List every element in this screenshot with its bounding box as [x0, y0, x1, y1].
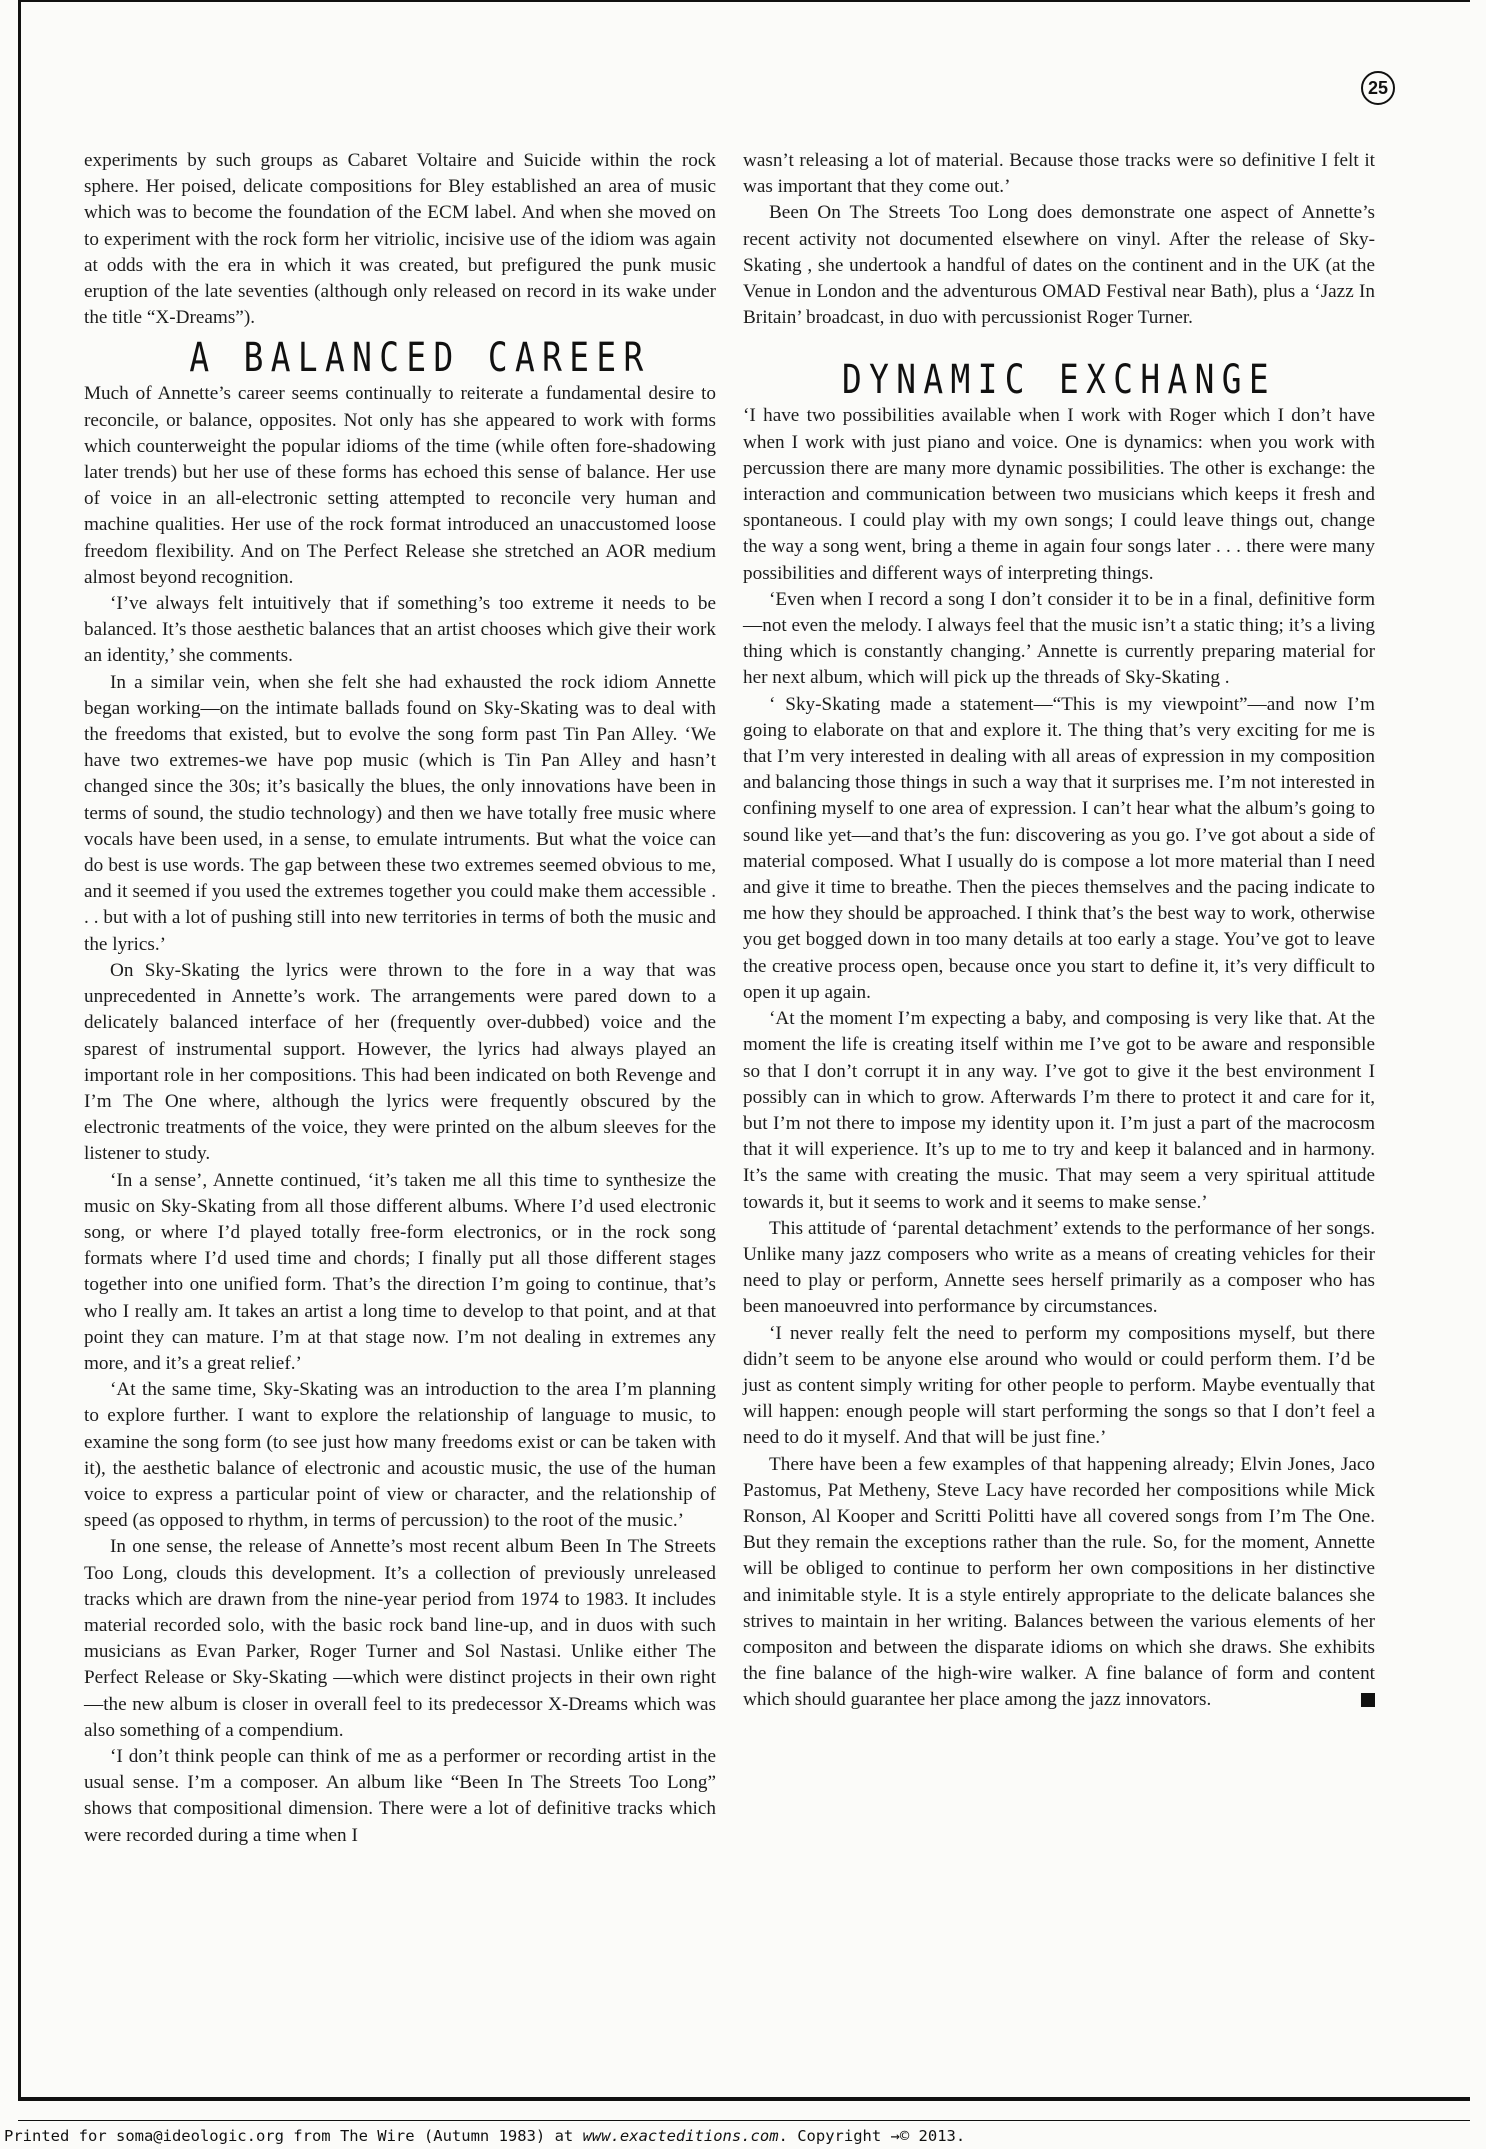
footer-prefix: Printed for soma@ideologic.org from The Wire (Autumn 1983) at: [4, 2127, 583, 2145]
footer-arrow-icon: →: [890, 2127, 900, 2145]
paragraph: ‘I don’t think people can think of me as a performer or recording artist in the usual sense. I’m a composer. An album like “Been In The Streets Too Long” shows that compositional dimension. There were a lot of definitive tracks which were recorded during a time when I: [84, 1745, 716, 1846]
end-of-article-square-icon: [1361, 1693, 1375, 1707]
top-border: [18, 0, 1470, 2]
paragraph: ‘At the moment I’m expecting a baby, and composing is very like that. At the moment the life is creating itself within me I’ve got to be aware and responsible so that I don’t corrupt it in any way. I’ve got to give it the best environment I possibly can in which to grow. Afterwards I’m there to protect it and care for it, but I’m not there to impose my identity upon it. I’m just a part of the macrocosm that it will experience. It’s up to me to try and keep it balanced and in harmony. It’s the same with creating the music. That may seem a very spiritual attitude towards it, but it seems to work and it seems to make sense.’: [743, 1008, 1375, 1213]
left-column: [84, 148, 716, 1849]
paragraph: ‘At the same time, Sky-Skating was an introduction to the area I’m planning to explore further. I want to explore the relationship of language to music, to examine the song form (to see just how many freedoms exist or can be taken with it), the aesthetic balance of electronic and acoustic music, the use of the human voice to express a particular point of view or character, and the relationship of speed (as opposed to rhythm, in terms of percussion) to the root of the music.’: [84, 1379, 716, 1532]
print-footer: [4, 2127, 1474, 2145]
right-column: [743, 148, 1375, 1714]
paragraph: experiments by such groups as Cabaret Voltaire and Suicide within the rock sphere. Her poised, delicate compositions for Bley established an area of music which was to become the foundation of the ECM label. And when she moved on to experiment with the rock form her vitriolic, incisive use of the idiom was again at odds with the era in which it was created, but prefigured the punk music eruption of the late seventies (although only released on record in its wake under the title “X-Dreams”).: [84, 150, 716, 329]
section-heading-balanced-career: A BALANCED CAREER: [189, 335, 651, 382]
paragraph: ‘I never really felt the need to perform my compositions myself, but there didn’t seem to be anyone else around who would or could perform them. I’d be just as content simply writing for other people to perform. Maybe eventually that will happen: enough people will start performing the songs so that I don’t feel a need to do it myself. And that will be just fine.’: [743, 1322, 1375, 1449]
paragraph: ‘Even when I record a song I don’t consider it to be in a final, definitive form—not even the melody. I always feel that the music isn’t a static thing; it’s a living thing which is constantly changing.’ Annette is currently preparing material for her next album, which will pick up the threads of Sky-Skating .: [743, 588, 1375, 689]
footer-rule-thin: [18, 2120, 1470, 2121]
footer-rule: [18, 2097, 1470, 2101]
paragraph: wasn’t releasing a lot of material. Because those tracks were so definitive I felt it was important that they come out.’: [743, 150, 1375, 198]
paragraph-final: [743, 1452, 1375, 1714]
paragraph: In a similar vein, when she felt she had exhausted the rock idiom Annette began working—on the intimate ballads found on Sky-Skating was to deal with the freedoms that existed, but to evolve the song form past Tin Pan Alley. ‘We have two extremes-we have pop music (which is Tin Pan Alley and hasn’t changed since the 30s; it’s basically the blues, the only innovations have been in terms of sound, the studio technology) and then we have totally free music where vocals have been used, in a sense, to emulate intruments. But what the voice can do best is use words. The gap between these two extremes seemed obvious to me, and it seemed if you used the extremes together you could make them accessible . . . but with a lot of pushing still into new territories in terms of both the music and the lyrics.’: [84, 671, 716, 955]
paragraph: ‘In a sense’, Annette continued, ‘it’s taken me all this time to synthesize the music on Sky-Skating from all those different albums. Where I’d used electronic song, or where I’d played totally free-form electronics, or in the rock song formats where I’d used time and chords; I finally put all those different stages together into one unified form. That’s the direction I’m going to continue, that’s who I really am. It takes an artist a long time to develop to that point, and at that point they can mature. I’m at that stage now. I’m not dealing in extremes any more, and it’s a great relief.’: [84, 1169, 716, 1374]
page-number: 25: [1361, 71, 1395, 105]
paragraph: On Sky-Skating the lyrics were thrown to the fore in a way that was unprecedented in Annette’s work. The arrangements were pared down to a delicately balanced interface of her (frequently over-dubbed) voice and the sparest of instrumental support. However, the lyrics had always played an important role in her compositions. This had been indicated on both Revenge and I’m The One where, although the lyrics were frequently obscured by the electronic treatments of the voice, they were printed on the album sleeves for the listener to study.: [84, 959, 716, 1165]
paragraph: This attitude of ‘parental detachment’ extends to the performance of her songs. Unlike many jazz composers who write as a means of creating vehicles for their need to play or perform, Annette sees herself primarily as a composer who has been manoeuvred into performance by circumstances.: [743, 1217, 1375, 1318]
left-border: [18, 0, 21, 2098]
footer-copyright: © 2013.: [899, 2127, 966, 2145]
paragraph: ‘I have two possibilities available when I work with Roger which I don’t have when I work with just piano and voice. One is dynamics: when you work with percussion there are many more dynamic possibilities. The other is exchange: the interaction and communication between two musicians which keeps it fresh and spontaneous. I could play with my own songs; I could leave things out, change the way a song went, bring a theme in again four songs later . . . there were many possibilities and different ways of interpreting things.: [743, 405, 1375, 584]
paragraph: Much of Annette’s career seems continually to reiterate a fundamental desire to reconcile, or balance, opposites. Not only has she appeared to work with forms which counterweight the popular idioms of the time (while often fore-shadowing later trends) but her use of these forms has echoed this sense of balance. Her use of voice in an all-electronic setting attempted to reconcile very human and machine qualities. Her use of the rock format introduced an unaccustomed loose freedom flexibility. And on The Perfect Release she stretched an AOR medium almost beyond recognition.: [84, 383, 716, 588]
footer-suffix: . Copyright: [778, 2127, 891, 2145]
footer-site-link[interactable]: www.exacteditions.com: [582, 2127, 779, 2145]
paragraph-text: There have been a few examples of that happening already; Elvin Jones, Jaco Pastomus, Pat Metheny, Steve Lacy have recorded her compositions while Mick Ronson, Al Kooper and Scritti Politti have all covered songs from I’m The One. But they remain the exceptions rather than the rule. So, for the moment, Annette will be obliged to continue to perform her own compositions in her distinctive and inimitable style. It is a style entirely appropriate to the delicate balances she strives to maintain in her writing. Balances between the various elements of her compositon and between the disparate idioms on which she draws. She exhibits the fine balance of the high-wire walker. A fine balance of form and content which should guarantee her place among the jazz innovators.: [743, 1453, 1375, 1711]
paragraph: ‘I’ve always felt intuitively that if something’s too extreme it needs to be balanced. It’s those aesthetic balances that an artist chooses which give their work an identity,’ she comments.: [84, 593, 716, 667]
paragraph: ‘ Sky-Skating made a statement—“This is my viewpoint”—and now I’m going to elaborate on that and explore it. The thing that’s very exciting for me is that I’m very interested in dealing with all areas of expression in my composition and balancing those things in such a way that it surprises me. I’m not interested in confining myself to one area of expression. I can’t hear what the album’s going to sound like yet—and that’s the fun: discovering as you go. I’ve got about a side of material composed. What I usually do is compose a lot more material than I need and give it time to breathe. Then the pieces themselves and the pacing indicate to me how they should be approached. I think that’s the best way to work, otherwise you get bogged down in too many details at too early a stage. You’ve got to leave the creative process open, because once you start to define it, it’s very difficult to open it up again.: [743, 693, 1375, 1003]
paragraph: Been On The Streets Too Long does demonstrate one aspect of Annette’s recent activity not documented elsewhere on vinyl. After the release of Sky-Skating , she undertook a handful of dates on the continent and in the UK (at the Venue in London and the adventurous OMAD Festival near Bath), plus a ‘Jazz In Britain’ broadcast, in duo with percussionist Roger Turner.: [743, 202, 1375, 329]
paragraph: In one sense, the release of Annette’s most recent album Been In The Streets Too Long, clouds this development. It’s a collection of previously unreleased tracks which are drawn from the nine-year period from 1974 to 1983. It includes material recorded solo, with the basic rock band line-up, and in duos with such musicians as Evan Parker, Roger Turner and Sol Nastasi. Unlike either The Perfect Release or Sky-Skating —which were distinct projects in their own right—the new album is closer in overall feel to its predecessor X-Dreams which was also something of a compendium.: [84, 1536, 716, 1741]
section-heading-dynamic-exchange: DYNAMIC EXCHANGE: [841, 357, 1277, 404]
